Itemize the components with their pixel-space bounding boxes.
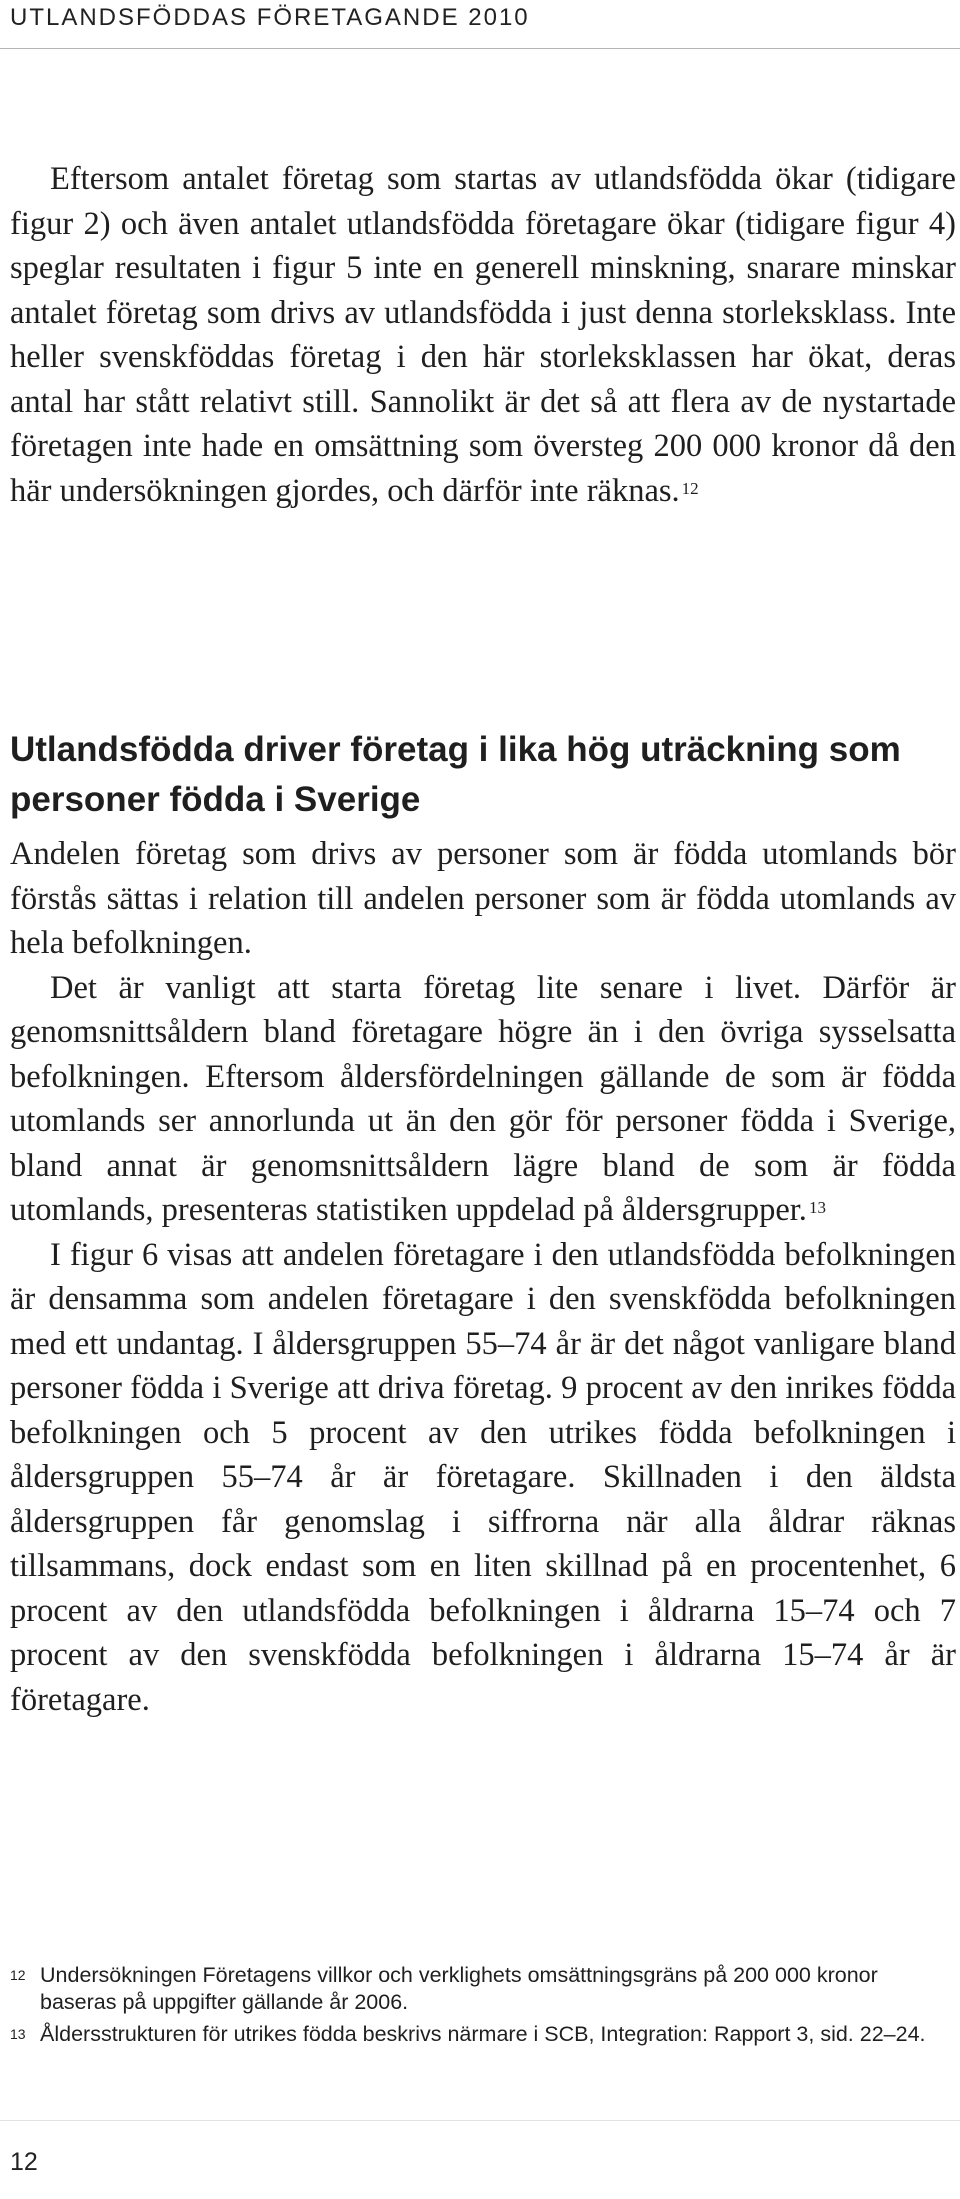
paragraph-3: I figur 6 visas att andelen företagare i den utlandsfödda befolkningen är densamma som andelen företagare i den svenskfödda befolkningen med ett undantag. I åldersgruppen 55–74 år är det något vanligare bland personer födda i Sverige att driva företag. 9 procent av den inrikes födda befolkningen och 5 procent av den utrikes födda befolkningen i åldersgruppen 55–74 år är företagare. Skillnaden i den äldsta åldersgruppen får genomslag i siffrorna när alla åldrar räknas tillsammans, dock endast som en liten skillnad på en procentenhet, 6 procent av den utlandsfödda befolkningen i åldrarna 15–74 och 7 procent av den svenskfödda befolkningen i åldrarna 15–74 år är företagare. <box>10 1236 956 1718</box>
section-heading: Utlandsfödda driver företag i lika hög uträckning som personer födda i Sverige <box>10 730 901 819</box>
page-number: 12 <box>10 2148 38 2176</box>
intro-text: Eftersom antalet företag som startas av utlandsfödda ökar (tidigare figur 2) och även antalet utlandsfödda företagare ökar (tidigare figur 4) speglar resultaten i figur 5 inte en generell minskning, snarare minskar antalet företag som drivs av utlandsfödda i just denna storleksklass. Inte heller svenskföddas företag i den här storleksklassen har ökat, deras antal har stått relativt still. Sannolikt är det så att flera av de nystartade företagen inte hade en omsättning som översteg 200 000 kronor då den här undersökningen gjordes, och därför inte räknas. <box>10 161 956 509</box>
paragraph-2-text: Det är vanligt att starta företag lite senare i livet. Därför är genomsnittsåldern bland företagare högre än i den övriga sysselsatta befolkningen. Eftersom åldersfördelningen gällande de som är födda utomlands ser annorlunda ut än den gör för personer födda i Sverige, bland annat är genomsnittsåldern lägre bland de som är födda utomlands, presenteras statistiken uppdelad på åldersgrupper. <box>10 969 956 1228</box>
section-body <box>10 832 956 1722</box>
paragraph-1: Andelen företag som drivs av personer som är födda utomlands bör förstås sättas i relation till andelen personer som är födda utomlands av hela befolkningen. <box>10 836 956 961</box>
footnote-number: 12 <box>10 1967 26 1983</box>
footnote-ref-13[interactable]: 13 <box>808 1198 826 1217</box>
footnote-text: Undersökningen Företagens villkor och verklighets omsättningsgräns på 200 000 kronor baseras på uppgifter gällande år 2006. <box>40 1963 878 2014</box>
footnote-ref-12[interactable]: 12 <box>681 478 699 498</box>
running-header: UTLANDSFÖDDAS FÖRETAGANDE 2010 <box>10 4 530 31</box>
intro-paragraph <box>10 157 956 513</box>
footnote-number: 13 <box>10 2026 26 2042</box>
footer-divider <box>0 2120 960 2121</box>
header-divider <box>0 48 960 49</box>
footnote-text: Åldersstrukturen för utrikes födda beskrivs närmare i SCB, Integration: Rapport 3, sid. 22–24. <box>40 2022 926 2046</box>
paragraph-2 <box>10 966 956 1233</box>
